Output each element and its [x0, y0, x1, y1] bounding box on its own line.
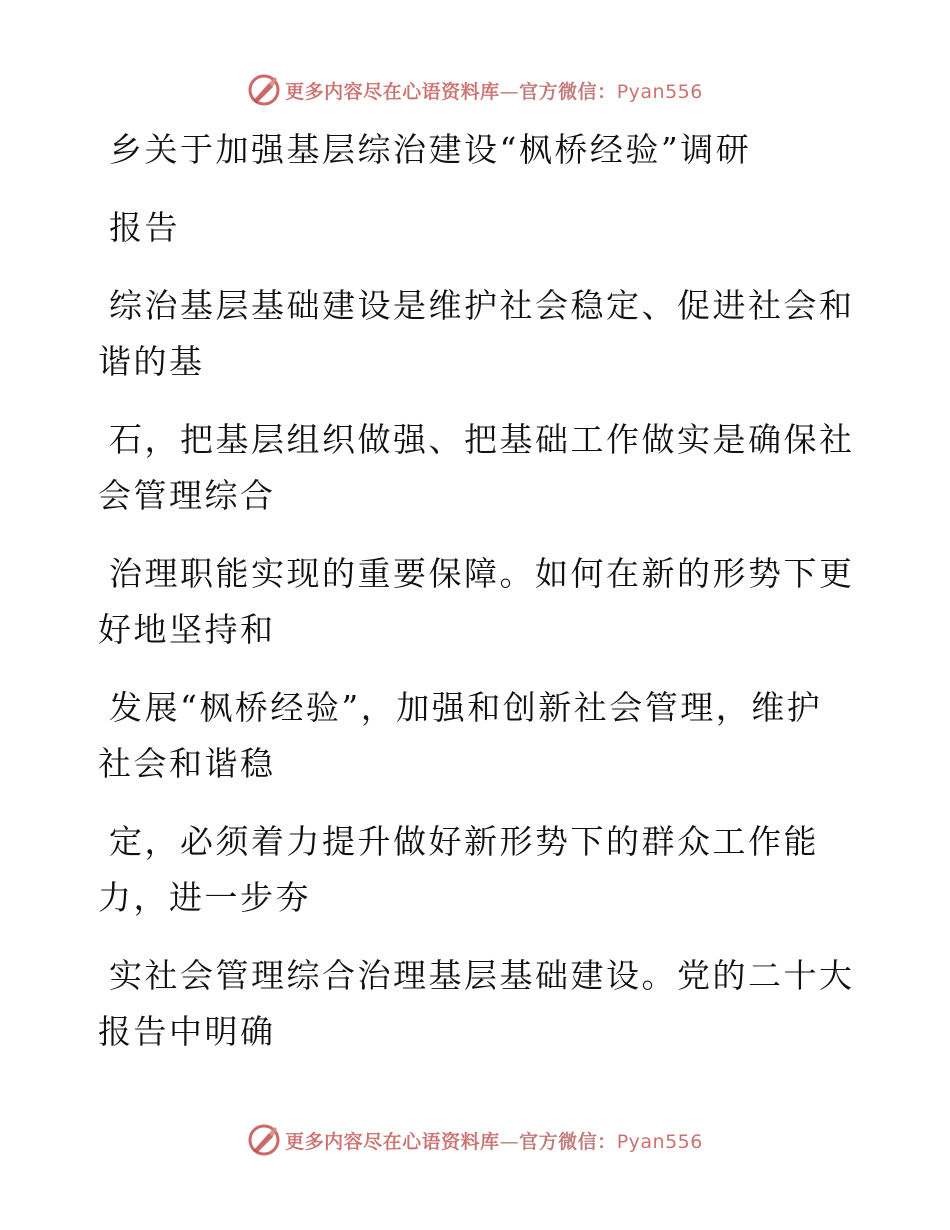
watermark-id: Pyan556 — [616, 1130, 703, 1153]
document-title-line-2: 报告 — [109, 208, 180, 247]
watermark-label: 官方微信： — [519, 80, 617, 103]
paragraph-line: 好地坚持和 — [98, 610, 276, 649]
document-title-line-1: 乡关于加强基层综治建设“枫桥经验”调研 — [109, 130, 752, 169]
quill-logo-icon — [247, 73, 281, 107]
paragraph-line: 会管理综合 — [98, 476, 276, 515]
watermark-dash: — — [499, 80, 520, 103]
watermark-text — [285, 77, 703, 104]
paragraph-line: 社会和谐稳 — [98, 744, 276, 783]
paragraph-line: 综治基层基础建设是维护社会稳定、促进社会和 — [109, 286, 855, 325]
footer-watermark — [0, 1120, 950, 1160]
watermark-label: 官方微信： — [519, 1130, 617, 1153]
paragraph-line: 报告中明确 — [98, 1012, 276, 1051]
header-watermark — [0, 70, 950, 110]
paragraph-line: 石，把基层组织做强、把基础工作做实是确保社 — [109, 420, 855, 459]
paragraph-line: 力，进一步夯 — [98, 878, 311, 917]
watermark-dash: — — [499, 1130, 520, 1153]
paragraph-line: 谐的基 — [98, 342, 205, 381]
document-body — [98, 122, 855, 1060]
paragraph-line: 治理职能实现的重要保障。如何在新的形势下更 — [109, 554, 855, 593]
watermark-text — [285, 1127, 703, 1154]
quill-logo-icon — [247, 1123, 281, 1157]
paragraph-line: 定，必须着力提升做好新形势下的群众工作能 — [109, 822, 819, 861]
watermark-brand: 更多内容尽在心语资料库 — [285, 80, 500, 103]
paragraph-line: 实社会管理综合治理基层基础建设。党的二十大 — [109, 956, 855, 995]
watermark-id: Pyan556 — [616, 80, 703, 103]
watermark-brand: 更多内容尽在心语资料库 — [285, 1130, 500, 1153]
paragraph-line: 发展“枫桥经验”，加强和创新社会管理，维护 — [109, 688, 823, 727]
